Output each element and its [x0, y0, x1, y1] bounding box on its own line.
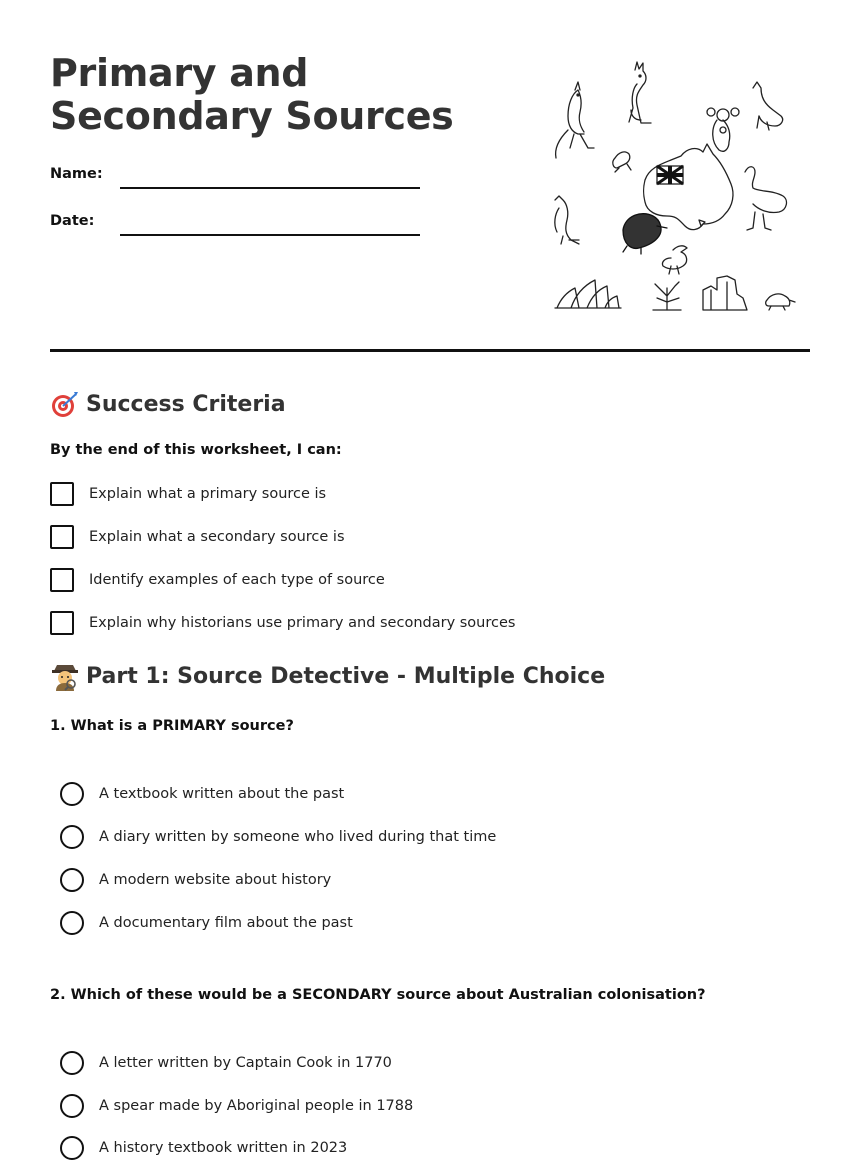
- question-1-option[interactable]: [60, 825, 496, 849]
- question-1-option[interactable]: [60, 782, 344, 806]
- question-1-option[interactable]: [60, 868, 331, 892]
- radio-button[interactable]: [60, 911, 84, 935]
- option-label: A history textbook written in 2023: [99, 1140, 348, 1156]
- radio-button[interactable]: [60, 1051, 84, 1075]
- criteria-item[interactable]: [50, 482, 326, 506]
- question-2-option[interactable]: [60, 1051, 392, 1075]
- rock-formation-icon: [703, 276, 747, 310]
- question-2-option[interactable]: [60, 1136, 347, 1160]
- criteria-item-label: Explain what a primary source is: [89, 486, 327, 502]
- radio-button[interactable]: [60, 868, 84, 892]
- question-2-text: 2. Which of these would be a SECONDARY source about Australian colonisation?: [50, 987, 706, 1003]
- section-divider: [50, 349, 810, 352]
- sydney-opera-house-icon: [555, 280, 621, 308]
- radio-button[interactable]: [60, 825, 84, 849]
- question-1-text: 1. What is a PRIMARY source?: [50, 718, 294, 734]
- option-label: A spear made by Aboriginal people in 1788: [99, 1098, 414, 1114]
- flag-icon: [657, 166, 683, 184]
- kangaroo-icon: [556, 82, 594, 158]
- checkbox[interactable]: [50, 568, 74, 592]
- option-label: A textbook written about the past: [99, 786, 345, 802]
- kangaroo-icon: [555, 196, 579, 244]
- echidna-icon: [623, 214, 667, 254]
- success-criteria-intro: By the end of this worksheet, I can:: [50, 442, 342, 458]
- target-emoji-icon: [50, 389, 80, 419]
- bird-icon: [753, 82, 783, 130]
- name-label: Name:: [50, 166, 103, 182]
- criteria-item-label: Explain why historians use primary and secondary sources: [89, 615, 516, 631]
- criteria-item-label: Explain what a secondary source is: [89, 529, 345, 545]
- radio-button[interactable]: [60, 1094, 84, 1118]
- tree-icon: [653, 282, 681, 310]
- emu-icon: [745, 167, 786, 230]
- question-2-option[interactable]: [60, 1094, 413, 1118]
- option-label: A modern website about history: [99, 872, 332, 888]
- checkbox[interactable]: [50, 525, 74, 549]
- criteria-item[interactable]: [50, 525, 345, 549]
- radio-button[interactable]: [60, 1136, 84, 1160]
- option-label: A letter written by Captain Cook in 1770: [99, 1055, 392, 1071]
- question-1-option[interactable]: [60, 911, 353, 935]
- detective-emoji-icon: [50, 661, 80, 691]
- part1-title: Part 1: Source Detective - Multiple Choice: [86, 663, 606, 689]
- bird-icon: [662, 246, 687, 274]
- option-label: A diary written by someone who lived during that time: [99, 829, 497, 845]
- success-criteria-title: Success Criteria: [86, 391, 286, 417]
- kangaroo-icon: [629, 62, 651, 123]
- part1-heading: [50, 661, 605, 691]
- wallaby-icon: [613, 152, 631, 172]
- radio-button[interactable]: [60, 782, 84, 806]
- date-label: Date:: [50, 213, 95, 229]
- australia-animals-map-illustration: [545, 60, 800, 320]
- criteria-item[interactable]: [50, 568, 385, 592]
- criteria-item[interactable]: [50, 611, 515, 635]
- koala-icon: [707, 108, 739, 151]
- criteria-item-label: Identify examples of each type of source: [89, 572, 385, 588]
- page-title: Primary and Secondary Sources: [50, 51, 454, 138]
- name-field[interactable]: [120, 187, 420, 189]
- australia-map-icon: [644, 144, 734, 230]
- checkbox[interactable]: [50, 482, 74, 506]
- checkbox[interactable]: [50, 611, 74, 635]
- success-criteria-heading: [50, 389, 286, 419]
- option-label: A documentary film about the past: [99, 915, 353, 931]
- platypus-icon: [766, 294, 795, 310]
- date-field[interactable]: [120, 234, 420, 236]
